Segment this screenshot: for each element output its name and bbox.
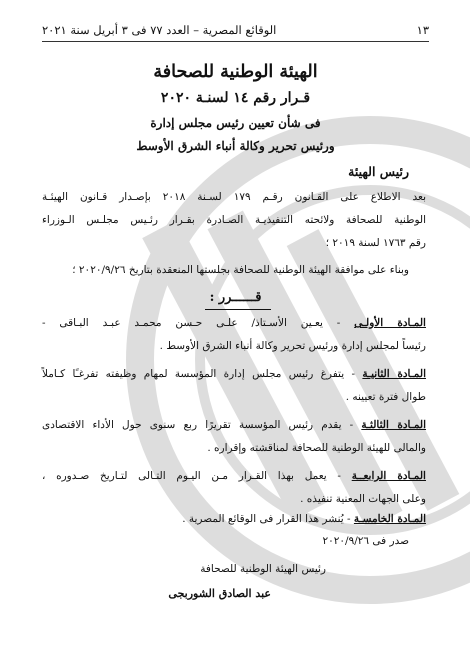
article-5 [42,511,426,527]
decision-subject-line-2: ورئيس تحرير وكالة أنباء الشرق الأوسط [136,139,335,153]
article-3-title: المـادة الثالثـة [361,419,427,431]
signer-name: عبد الصادق الشوربجى [168,587,271,600]
decision-subject-line-1: فى شأن تعيين رئيس مجلس إدارة [150,116,321,130]
page-number: ١٣ [416,23,429,37]
article-3 [42,417,426,433]
article-4 [42,468,426,484]
issue-line: الوقائع المصرية – العدد ٧٧ فى ٣ أبريل سنة ٢٠٢١ [42,23,277,37]
article-2 [42,366,426,382]
organization-title: الهيئة الوطنية للصحافة [153,62,318,82]
article-5-text: - يُنشر هذا القرار فى الوقائع المصرية . [182,513,354,525]
issuer-heading: رئيس الهيئة [348,164,409,179]
article-3-text: - يقدم رئيس المؤسسة تقريرًا ربع سنوى حول الأداء الاقتصادى [42,419,362,431]
article-2-continuation: طوال فترة تعيينه . [345,391,426,403]
article-3-continuation: والمالى للهيئة الوطنية للصحافة لمناقشته وإقراره . [207,442,426,454]
article-2-title: المـادة الثانيـة [362,368,426,380]
article-4-continuation: وعلى الجهات المعنية تنفيذه . [300,493,426,505]
decision-number: قـرار رقم ١٤ لسنـة ٢٠٢٠ [160,90,311,106]
article-1-continuation: رئيساً لمجلس إدارة ورئيس تحرير وكالة أنباء الشرق الأوسط . [159,340,426,352]
preamble-line-2: الوطنية للصحافة ولائحته التنفيذيـة الصـادرة بقـرار رئـيس مجلـس الـوزراء [42,214,426,226]
decides-underline [205,309,271,310]
article-1-text: - يعـين الأسـتاذ/ علـى حـسن محمـد عبـد البـاقى - [42,317,355,329]
preamble-line-1: بعد الاطلاع على القـانون رقـم ١٧٩ لسـنة ٢٠١٨ بإصـدار قـانون الهيئـة [42,191,427,203]
decides-heading: قــــــرر : [209,290,262,305]
preamble-line-4: وبناء على موافقة الهيئة الوطنية للصحافة بجلستها المنعقدة بتاريخ ٢٠٢٠/٩/٢٦ ؛ [72,264,409,276]
signer-title: رئيس الهيئة الوطنية للصحافة [200,563,326,575]
article-1 [42,315,426,331]
article-1-title: المـادة الأولـى [354,317,426,329]
header-rule [42,41,429,42]
article-2-text: - يتفرغ رئيس مجلس إدارة المؤسسة لمهام وظيفته تفرغـًا كـاملاً [42,368,363,380]
article-4-title: المـادة الرابعــة [351,470,426,482]
issue-date: صدر فى ٢٠٢٠/٩/٢٦ [322,535,409,547]
running-header [42,22,429,38]
preamble-line-3: رقم ١٧٦٣ لسنة ٢٠١٩ ؛ [325,237,426,249]
article-5-title: المـادة الخامسـة [353,513,426,525]
article-4-text: - يعمل بهذا القـرار مـن اليـوم التـالى لتـاريخ صـدوره ، [42,470,352,482]
